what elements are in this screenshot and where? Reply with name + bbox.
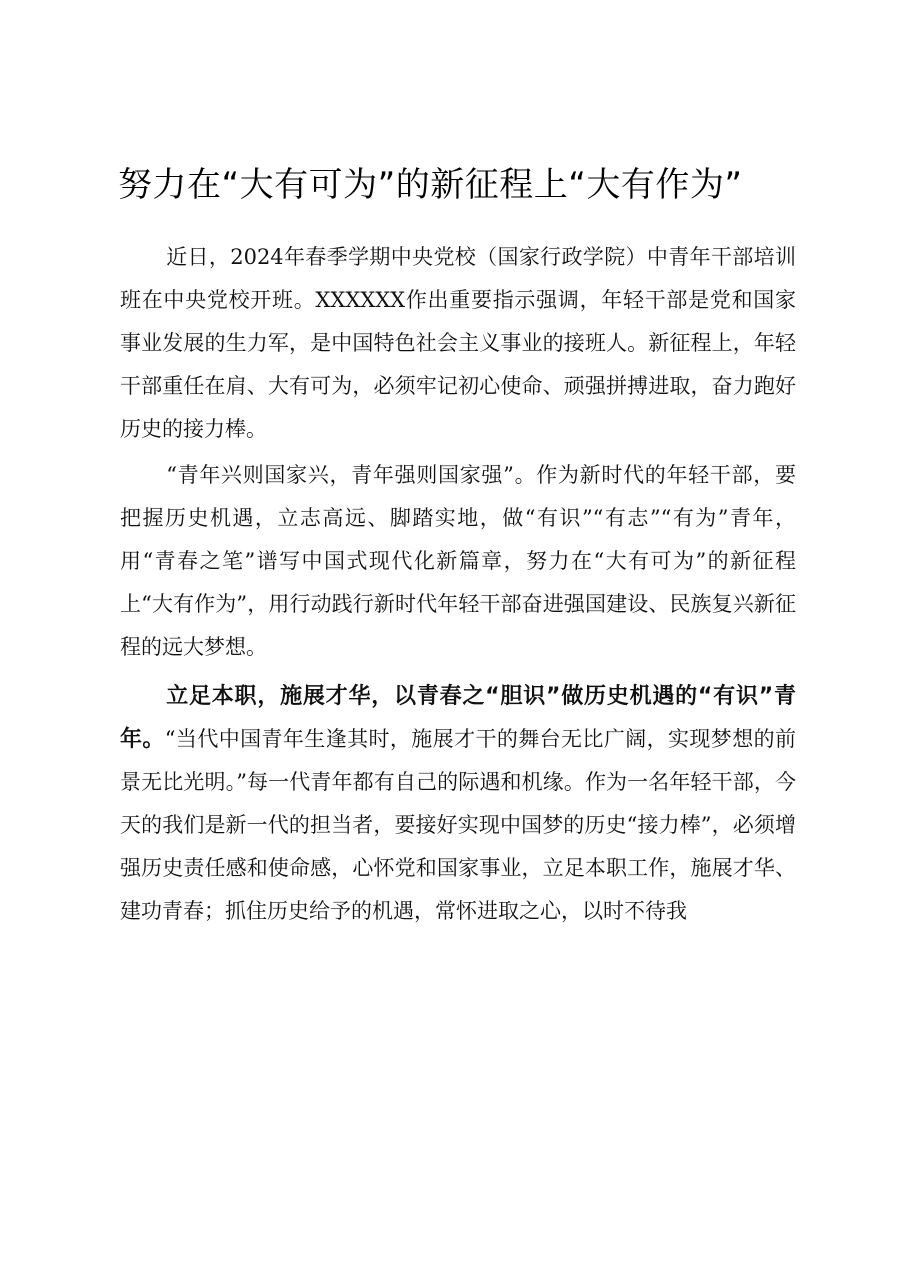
- paragraph-1: [120, 236, 796, 451]
- paragraph-1-text: 近日，2024年春季学期中央党校（国家行政学院）中青年干部培训班在中央党校开班。XXXXXX作出重要指示强调，年轻干部是党和国家事业发展的生力军，是中国特色社会主义事业的接班人。新征程上，年轻干部重任在肩、大有可为，必须牢记初心使命、顽强拼搏进取，奋力跑好历史的接力棒。: [120, 245, 796, 441]
- paragraph-3-text: “当代中国青年生逢其时，施展才干的舞台无比广阔，实现梦想的前景无比光明。”每一代青年都有自己的际遇和机缘。作为一名年轻干部，今天的我们是新一代的担当者，要接好实现中国梦的历史“接力棒”，必须增强历史责任感和使命感，心怀党和国家事业，立足本职工作，施展才华、建功青春；抓住历史给予的机遇，常怀进取之心，以时不待我: [120, 727, 796, 923]
- paragraph-3-heading: 立足本职，施展才华，以青春之“胆识”做历史机遇的“有识”青年。: [120, 684, 796, 752]
- paragraph-2-text: “青年兴则国家兴，青年强则国家强”。作为新时代的年轻干部，要把握历史机遇，立志高远、脚踏实地，做“有识”“有志”“有为”青年，用“青春之笔”谱写中国式现代化新篇章，努力在“大有可为”的新征程上“大有作为”，用行动践行新时代年轻干部奋进强国建设、民族复兴新征程的远大梦想。: [120, 463, 796, 659]
- document-title: 努力在“大有可为”的新征程上“大有作为”: [118, 165, 743, 205]
- paragraph-2: [120, 454, 796, 669]
- document-body: [120, 236, 796, 933]
- paragraph-3: [120, 675, 796, 933]
